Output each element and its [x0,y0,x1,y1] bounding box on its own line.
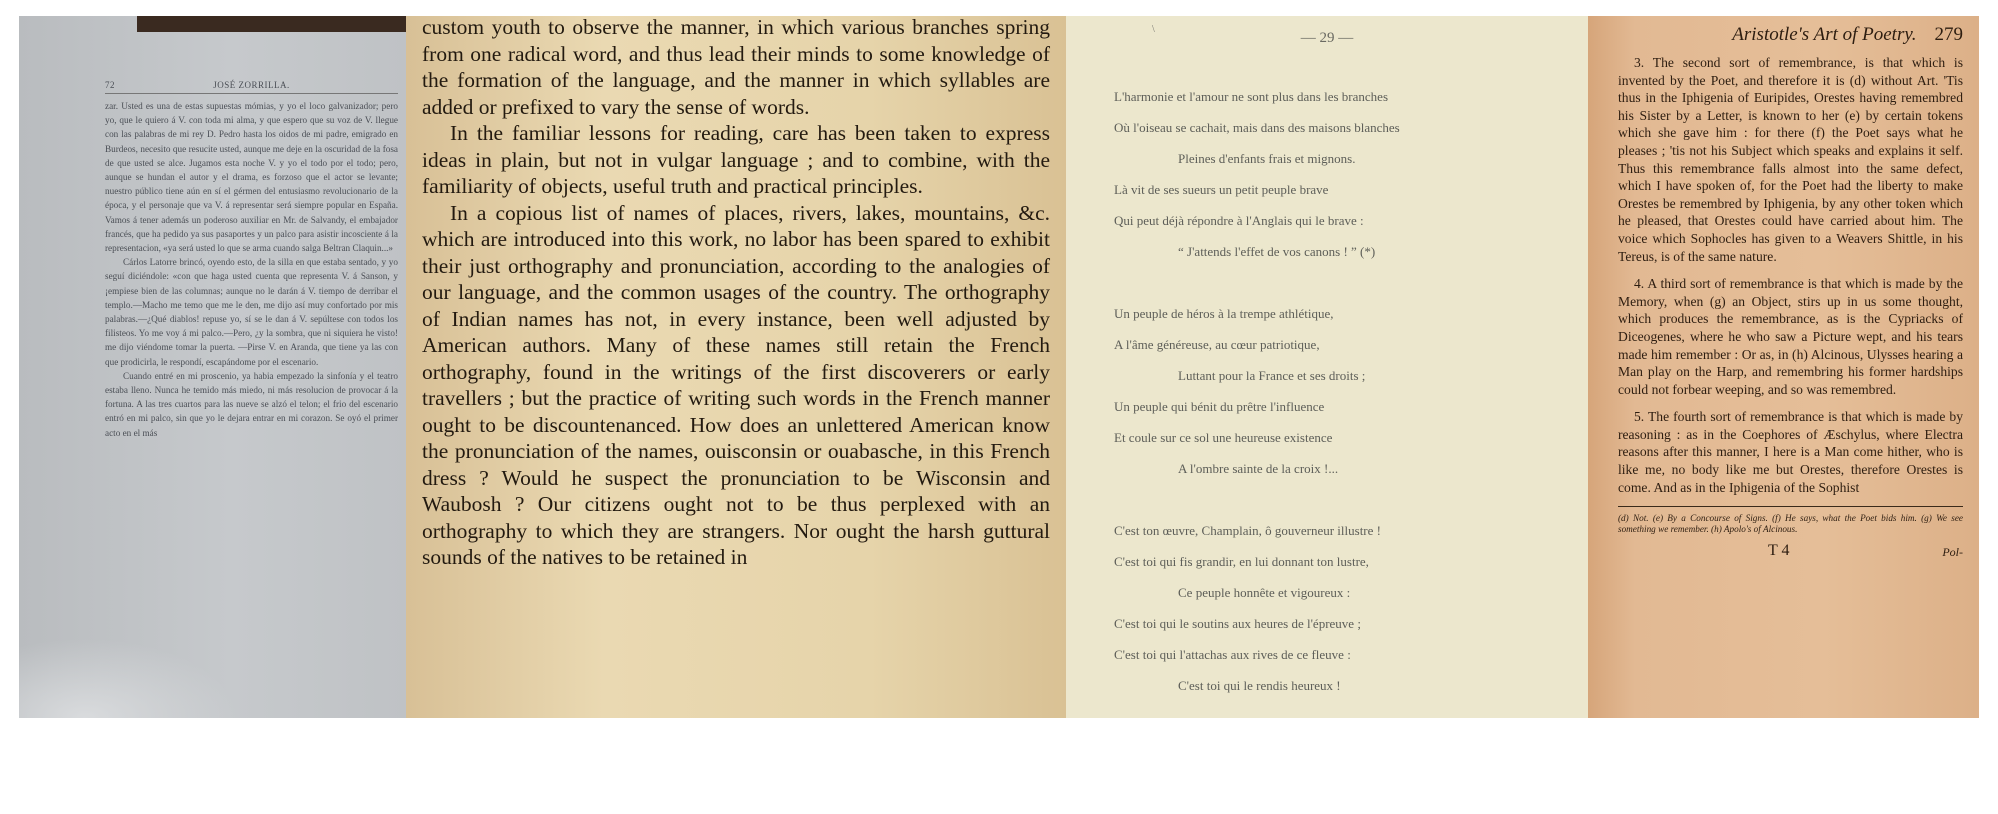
poem-line: A l'ombre sainte de la croix !... [1178,461,1339,476]
aristotle-page-footer [1618,542,1963,560]
aristotle-paragraph: 4. A third sort of remembrance is that which is made by the Memory, when (g) an Object, stirs up in us some thought, which produces the remembrance, as is the Cypriacks of Diceogenes, where he who saw a Picture wept, and his tears made him remember : Or as, in (h) Alcinous, Ulysses hearing a Man play on the Harp, and remembring his former hardships could not forbear weeping, and so was remembred. [1618,276,1963,397]
french-poem-lines [1114,81,1574,701]
aristotle-running-head: Aristotle's Art of Poetry. [1732,24,1917,45]
poem-line: L'harmonie et l'amour ne sont plus dans les branches [1114,89,1389,104]
poem-line: Là vit de ses sueurs un petit peuple brave [1114,182,1329,197]
french-page-number: — 29 — [1300,30,1354,46]
aristotle-header [1618,24,1963,46]
poem-line: C'est toi qui le rendis heureux ! [1178,678,1341,693]
stanza-gap [1114,484,1574,515]
english-paragraph: custom youth to observe the manner, in which various branches spring from one radical word, and thus lead their minds to some knowledge of the formation of the language, and the manner in which syllables are added or prefixed to vary the sense of words. [422,16,1050,119]
poem-line: “ J'attends l'effet de vos canons ! ” (*) [1178,244,1376,259]
page-glare [19,638,239,718]
english-body-text [422,16,1050,571]
spanish-paragraph: zar. Usted es una de estas supuestas mómias, y yo el loco galvanizador; pero yo, que le quiero á V. con toda mi alma, y que espero que su voz de V. llegue con las palabras de mi rey D. Pedro hasta los oidos de mi padre, emigrado en Burdeos, necesito que resucite usted, aunque me deje en la oscuridad de la fosa de que usted se alce. Jugamos esta noche V. y yo el todo por el todo; pero, aunque se hundan el autor y el drama, es forzoso que el actor se levante; nuestro público tiene aún en sí el gérmen del entusiasmo revolucionario de la época, y el personaje que va V. á representar será siempre popular en España. Vamos á tener además un poderoso auxiliar en Mr. de Salvandy, el embajador francés, que ha pedido ya sus pasaportes y un palco para asistir incosciente á la representacion, «ya será usted lo que se arma cuando salga Beltran Claquin...» [105,101,398,254]
spanish-paragraph: Cuando entré en mi proscenio, ya habia empezado la sinfonía y el teatro estaba lleno. Nunca he temido más miedo, ni más resolucion de provocar á la fortuna. A las tres cuartos para las nueve se alzó el telon; el frio del escenario entró en mi palco, sin que yo le dejara entrar en mi corazon. Se oyó el primer acto en el más [105,370,398,438]
scan-mark: \ [1152,24,1155,35]
poem-line: C'est toi qui l'attachas aux rives de ce fleuve : [1114,647,1351,662]
book-edge-shadow [137,16,406,32]
spanish-page-header [105,80,398,94]
catchword: Pol- [1942,545,1963,560]
aristotle-page-number: 279 [1934,24,1963,45]
poem-line: Luttant pour la France et ses droits ; [1178,368,1366,383]
english-page-panel [406,16,1066,718]
spanish-running-head: JOSÉ ZORRILLA. [213,80,290,90]
poem-line: C'est toi qui fis grandir, en lui donnant ton lustre, [1114,554,1369,569]
poem-line: C'est ton œuvre, Champlain, ô gouverneur illustre ! [1114,523,1381,538]
signature-mark: T 4 [1768,542,1790,560]
english-paragraph: In a copious list of names of places, rivers, lakes, mountains, &c. which are introduced into this work, no labor has been spared to exhibit their just orthography and pronunciation, according to the analogies of our language, and the common usages of the country. The orthography of Indian names has not, in every instance, been well adjusted by American authors. Many of these names still retain the French orthography, found in the writings of the first discoverers or early travellers ; but the practice of writing such words in the French manner ought to be discountenanced. How does an unlettered American know the pronunciation of the names, ouisconsin or ouabasche, in this French dress ? Would he suspect the pronunciation to be Wisconsin and Waubosh ? Our citizens ought not to be thus perplexed with an orthography to which they are strangers. Nor ought the harsh guttural sounds of the natives to be retained in [422,200,1050,569]
poem-line: Qui peut déjà répondre à l'Anglais qui le brave : [1114,213,1364,228]
spanish-paragraph: Cárlos Latorre brincó, oyendo esto, de la silla en que estaba sentado, y yo seguí diciéndole: «con que haga usted cuenta que representa V. á Sanson, y ¡empiese bien de las columnas; aunque no le darán á V. tiempo de derribar el templo.—Macho me temo que me le den, me dijo así muy confortado por mis palabras.—¿Qué diablos! repuse yo, sí se le dan á V. sepúltese con todos los filisteos. Yo me voy á mi palco.—Pero, ¿y la sombra, que ni siquiera he visto! me dijo viéndome tomar la puerta. —Pirse V. en Aranda, que tiene ya las con que prodicirla, le respondí, escapándome por el escenario. [105,257,398,367]
poem-line: C'est toi qui le soutins aux heures de l'épreuve ; [1114,616,1361,631]
spanish-page-panel [19,16,406,718]
poem-line: Un peuple qui bénit du prêtre l'influence [1114,399,1325,414]
poem-line: A l'âme généreuse, au cœur patriotique, [1114,337,1320,352]
spanish-page-content [105,80,398,440]
poem-line: Et coule sur ce sol une heureuse existence [1114,430,1333,445]
english-paragraph: In the familiar lessons for reading, care has been taken to express ideas in plain, but not in vulgar language ; and to combine, with the familiarity of objects, useful truth and practical principles. [422,121,1050,198]
aristotle-paragraph: 5. The fourth sort of remembrance is that which is made by reasoning : as in the Coephores of Æschylus, where Electra reasons after this manner, I here is a Man come hither, who is like me, no body like me but Orestes, therefore Orestes is come. And as in the Iphigenia of the Sophist [1618,409,1963,495]
french-poem-panel [1066,16,1588,718]
footnote-rule [1618,506,1963,507]
aristotle-page-content [1618,24,1963,560]
spanish-page-number: 72 [105,80,115,90]
poem-line: Un peuple de héros à la trempe athlétique, [1114,306,1334,321]
aristotle-footnotes: (d) Not. (e) By a Concourse of Signs. (f) He says, what the Poet bids him. (g) We see something we remember. (h) Apolo's of Alcinous. [1618,513,1963,534]
aristotle-paragraph: 3. The second sort of remembrance, is that which is invented by the Poet, and therefore it is (d) without Art. 'Tis thus in the Iphigenia of Euripides, Orestes having remembred his Sister by a Letter, is known to her (e) by certain tokens which she gave him : for there (f) the Poet says what he pleases ; 'tis not his Subject which speaks and explains it self. Thus this remembrance falls almost into the same defect, which I have spoken of, for the Poet had the liberty to make Orestes be remembred by Iphigenia, by any other token which he pleased, that Orestes could have carried about him. The voice which Sophocles has given to a Weavers Shittle, in his Tereus, is of the same nature. [1618,55,1963,264]
poem-line: Ce peuple honnête et vigoureux : [1178,585,1351,600]
spanish-body-text [105,99,398,440]
stanza-gap [1114,267,1574,298]
aristotle-page-panel [1588,16,1979,718]
poem-line: Pleines d'enfants frais et mignons. [1178,151,1356,166]
poem-line: Où l'oiseau se cachait, mais dans des maisons blanches [1114,120,1400,135]
